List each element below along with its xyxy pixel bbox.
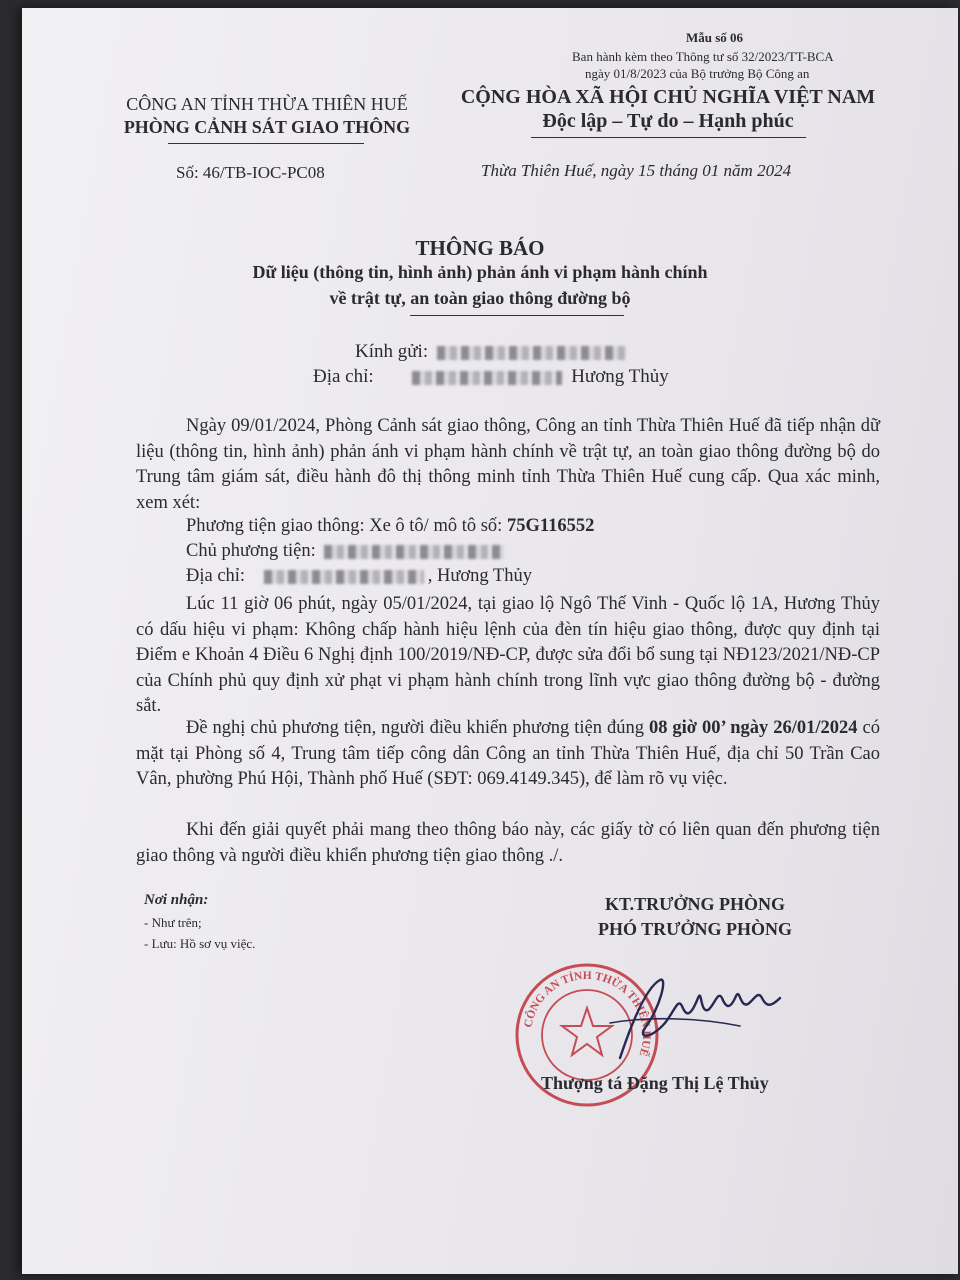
redacted-address bbox=[412, 371, 562, 385]
issued-line-1: Ban hành kèm theo Thông tư số 32/2023/TT-BCA bbox=[572, 49, 834, 64]
document-title: THÔNG BÁO bbox=[415, 236, 545, 260]
paragraph-2: Lúc 11 giờ 06 phút, ngày 05/01/2024, tại giao lộ Ngô Thế Vinh - Quốc lộ 1A, Hương Thủy có dấu hiệu vi phạm: Không chấp hành hiệu lệnh của đèn tín hiệu giao thông, được quy định tại Điểm e Khoản 4 Điều 6 Nghị định 100/2019/NĐ-CP, được sửa đổi bổ sung tại NĐ123/2021/NĐ-CP của Chính phủ quy định xử phạt vi phạm hành chính trong lĩnh vực giao thông đường bộ - đường sắt. bbox=[136, 594, 880, 716]
redacted-owner-address bbox=[264, 570, 424, 584]
paragraph-3-text-b: có mặt tại Phòng số 4, Trung tâm tiếp công dân Công an tỉnh Thừa Thiên Huế, địa chỉ 50 Trần Cao Vân, phường Phú Hội, Thành phố Huế (SĐT: 069.4149.345), để làm rõ vụ việc. bbox=[136, 718, 880, 789]
signer-name: Thượng tá Đặng Thị Lệ Thủy bbox=[541, 1073, 769, 1093]
signature bbox=[590, 968, 790, 1068]
document-number: Số: 46/TB-IOC-PC08 bbox=[176, 163, 325, 182]
address2-label: Địa chỉ: bbox=[186, 566, 246, 586]
svg-text:CÔNG AN TỈNH THỪA THIÊN HUẾ: CÔNG AN TỈNH THỪA THIÊN HUẾ bbox=[522, 969, 653, 1058]
address2-tail: , Hương Thủy bbox=[427, 566, 532, 586]
address-label: Địa chỉ: bbox=[313, 366, 374, 387]
redacted-owner bbox=[324, 545, 504, 559]
divider bbox=[531, 137, 806, 138]
place-date: Thừa Thiên Huế, ngày 15 tháng 01 năm 2024 bbox=[481, 161, 792, 180]
paragraph-4: Khi đến giải quyết phải mang theo thông báo này, các giấy tờ có liên quan đến phương tiện giao thông và người điều khiển phương tiện giao thông ./. bbox=[136, 820, 880, 866]
owner-label: Chủ phương tiện: bbox=[186, 541, 316, 561]
paragraph-3-text-a: Đề nghị chủ phương tiện, người điều khiển phương tiện đúng bbox=[186, 718, 649, 738]
owner-line bbox=[186, 541, 508, 562]
org-name: CÔNG AN TỈNH THỪA THIÊN HUẾ bbox=[126, 94, 408, 114]
vehicle-label: Phương tiện giao thông: Xe ô tô/ mô tô số: bbox=[186, 516, 507, 536]
document-subtitle-1: Dữ liệu (thông tin, hình ảnh) phản ánh vi phạm hành chính bbox=[252, 262, 708, 282]
recipient-address-line bbox=[313, 366, 669, 388]
nation-name: CỘNG HÒA XÃ HỘI CHỦ NGHĨA VIỆT NAM bbox=[460, 86, 876, 108]
appointment-time: 08 giờ 00’ ngày 26/01/2024 bbox=[648, 718, 858, 738]
national-motto: Độc lập – Tự do – Hạnh phúc bbox=[542, 110, 794, 132]
recipient-item: - Lưu: Hồ sơ vụ việc. bbox=[144, 936, 256, 951]
address-tail: Hương Thủy bbox=[571, 366, 669, 387]
form-number: Mẫu số 06 bbox=[686, 30, 744, 45]
recipient-item: - Như trên; bbox=[144, 915, 202, 930]
signer-title-1: KT.TRƯỞNG PHÒNG bbox=[605, 894, 785, 914]
vehicle-plate: 75G116552 bbox=[506, 516, 595, 536]
kinh-gui-label: Kính gửi: bbox=[355, 341, 429, 362]
recipient-line bbox=[355, 341, 631, 363]
divider bbox=[168, 143, 364, 144]
divider bbox=[410, 315, 624, 316]
issued-line-2: ngày 01/8/2023 của Bộ trưởng Bộ Công an bbox=[585, 66, 810, 81]
vehicle-line bbox=[186, 516, 594, 537]
recipients-label: Nơi nhận: bbox=[144, 892, 209, 908]
signer-title-2: PHÓ TRƯỞNG PHÒNG bbox=[597, 919, 792, 939]
paragraph-3 bbox=[136, 716, 880, 793]
paragraph-1: Ngày 09/01/2024, Phòng Cảnh sát giao thông, Công an tỉnh Thừa Thiên Huế đã tiếp nhận dữ liệu (thông tin, hình ảnh) phản ánh vi phạm hành chính về trật tự, an toàn giao thông đường bộ do Trung tâm giám sát, điều hành đô thị thông minh tỉnh Thừa Thiên Huế cung cấp. Qua xác minh, xem xét: bbox=[136, 416, 880, 513]
document-subtitle-2: về trật tự, an toàn giao thông đường bộ bbox=[329, 288, 631, 308]
department-name: PHÒNG CẢNH SÁT GIAO THÔNG bbox=[123, 117, 411, 137]
redacted-name bbox=[437, 346, 627, 360]
owner-address-line bbox=[186, 566, 532, 587]
